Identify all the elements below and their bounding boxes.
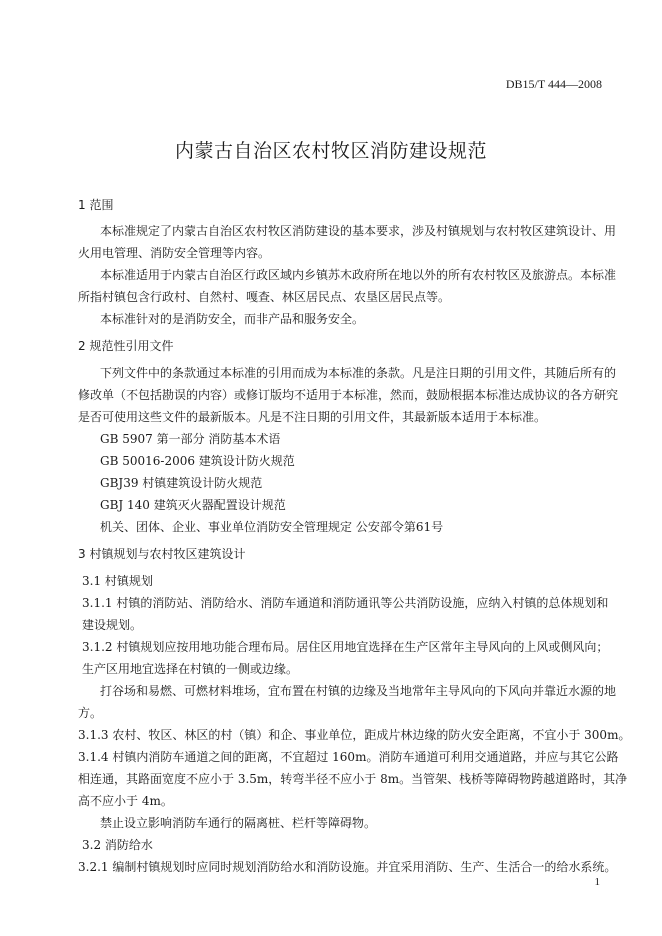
section-1-heading: 1 范围 bbox=[78, 198, 114, 212]
section-1-paragraph-1-line-1: 本标准规定了内蒙古自治区农村牧区消防建设的基本要求，涉及村镇规划与农村牧区建筑设计、用 bbox=[100, 224, 617, 238]
clause-3-1-2-line-2: 生产区用地宜选择在村镇的一侧或边缘。 bbox=[82, 662, 299, 676]
clause-3-1-4-line-3: 高不应小于 4m。 bbox=[78, 794, 173, 808]
clause-3-1-2-line-1: 3.1.2 村镇规划应按用地功能合理布局。居住区用地宜选择在生产区常年主导风向的上风或侧风向； bbox=[82, 640, 609, 654]
clause-3-1-2-line-3: 打谷场和易燃、可燃材料堆场，宜布置在村镇的边缘及当地常年主导风向的下风向并靠近水源的地 bbox=[100, 684, 617, 698]
page-number: 1 bbox=[594, 876, 600, 888]
standard-number: DB15/T 444—2008 bbox=[505, 77, 602, 91]
clause-3-1-3: 3.1.3 农村、牧区、林区的村（镇）和企、事业单位，距成片林边缘的防火安全距离，不宜小于 300m。 bbox=[78, 728, 631, 742]
section-2-paragraph-line-1: 下列文件中的条款通过本标准的引用而成为本标准的条款。凡是注日期的引用文件，其随后所有的 bbox=[100, 366, 617, 380]
clause-3-1-4-line-2: 相连通，其路面宽度不应小于 3.5m，转弯半径不应小于 8m。当管架、栈桥等障碍物跨越道路时，其净 bbox=[78, 772, 628, 786]
reference-item: 机关、团体、企业、事业单位消防安全管理规定 公安部令第61号 bbox=[100, 520, 444, 534]
page-title: 内蒙古自治区农村牧区消防建设规范 bbox=[174, 140, 487, 162]
clause-3-2-1: 3.2.1 编制村镇规划时应同时规划消防给水和消防设施。并宜采用消防、生产、生活合一的给水系统。 bbox=[78, 860, 617, 874]
reference-item: GB 5907 第一部分 消防基本术语 bbox=[100, 432, 281, 446]
clause-3-1-1-line-1: 3.1.1 村镇的消防站、消防给水、消防车通道和消防通讯等公共消防设施，应纳入村镇的总体规划和 bbox=[82, 596, 609, 610]
clause-3-1-2-line-4: 方。 bbox=[78, 706, 103, 720]
subsection-3-2-heading: 3.2 消防给水 bbox=[82, 838, 153, 852]
section-2-paragraph-line-2: 修改单（不包括勘误的内容）或修订版均不适用于本标准，然而，鼓励根据本标准达成协议的各方研究 bbox=[78, 388, 619, 402]
section-1-paragraph-1-line-2: 火用电管理、消防安全管理等内容。 bbox=[78, 246, 271, 260]
section-1-paragraph-3: 本标准针对的是消防安全，而非产品和服务安全。 bbox=[100, 312, 365, 326]
section-2-heading: 2 规范性引用文件 bbox=[78, 339, 174, 353]
reference-item: GBJ39 村镇建筑设计防火规范 bbox=[100, 476, 263, 490]
clause-3-1-1-line-2: 建设规划。 bbox=[82, 618, 143, 632]
section-2-paragraph-line-3: 是否可使用这些文件的最新版本。凡是不注日期的引用文件，其最新版本适用于本标准。 bbox=[78, 410, 547, 424]
clause-3-1-4-line-1: 3.1.4 村镇内消防车通道之间的距离，不宜超过 160m。消防车通道可利用交通道路，并应与其它公路 bbox=[78, 750, 619, 764]
section-1-paragraph-2-line-2: 所指村镇包含行政村、自然村、嘎查、林区居民点、农垦区居民点等。 bbox=[78, 290, 451, 304]
section-1-paragraph-2-line-1: 本标准适用于内蒙古自治区行政区域内乡镇苏木政府所在地以外的所有农村牧区及旅游点。本标准 bbox=[100, 268, 617, 282]
subsection-3-1-heading: 3.1 村镇规划 bbox=[82, 574, 153, 588]
clause-3-1-4-line-4: 禁止设立影响消防车通行的隔离桩、栏杆等障碍物。 bbox=[100, 816, 377, 830]
reference-item: GB 50016-2006 建筑设计防火规范 bbox=[100, 454, 295, 468]
section-3-heading: 3 村镇规划与农村牧区建筑设计 bbox=[78, 547, 246, 561]
reference-item: GBJ 140 建筑灭火器配置设计规范 bbox=[100, 498, 286, 512]
